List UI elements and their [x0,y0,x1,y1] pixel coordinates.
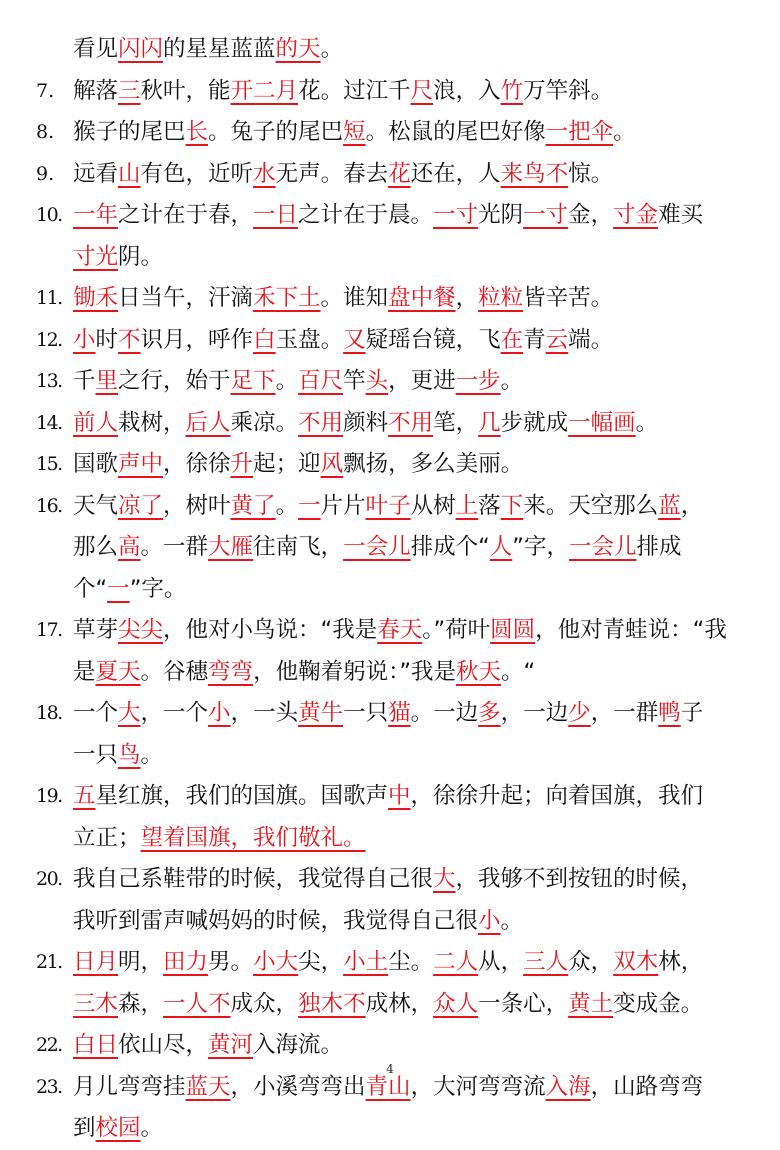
answer-highlight: 中 [388,783,411,809]
text-segment: 有色，近听 [140,160,254,187]
text-segment: 来。天空那么 [523,492,659,519]
item-number [36,984,73,1026]
line-text [73,859,752,901]
line-text [73,1025,752,1067]
line-text [73,652,752,694]
item-number [36,29,73,71]
answer-highlight: 山 [118,160,141,187]
text-segment: 尘。 [388,949,434,975]
text-line [36,776,752,818]
text-segment: ”字， [512,534,569,560]
answer-highlight: 弯弯 [208,658,254,685]
text-segment: 日当午，汗滴 [118,285,254,311]
text-line [36,652,752,694]
answer-highlight: 禾下土 [253,285,321,311]
answer-highlight: 花 [388,160,411,187]
answer-highlight: 人 [489,534,513,560]
text-segment: 。”荷叶 [422,617,491,643]
text-segment: 栽树， [118,409,186,436]
text-segment: 解落 [73,77,119,104]
text-segment: ，更进 [388,368,456,394]
item-number: 11. [36,287,62,309]
text-segment: 从， [478,949,524,975]
text-segment: 笔， [433,409,479,436]
item-number: 19. [36,785,62,807]
text-segment: 众， [568,949,614,975]
text-segment: 天气 [73,492,119,519]
answer-highlight: 竹 [500,77,524,104]
answer-highlight: 一会儿 [343,534,411,560]
text-line [36,610,752,652]
text-line [36,112,752,154]
item-number: 17. [36,619,62,641]
answer-highlight: 田力 [163,949,209,975]
text-segment: 青 [523,326,546,353]
answer-highlight: 一 [298,492,321,519]
text-segment: 猴子的尾巴 [73,119,186,145]
line-text [73,610,752,652]
answer-highlight: 粒粒 [478,285,524,311]
text-segment: 国歌 [73,451,119,477]
answer-highlight: 小土 [343,949,389,975]
answer-highlight: 尖尖 [118,617,164,643]
line-text [73,486,752,528]
answer-highlight: 下 [500,492,524,519]
text-segment: 从树 [410,492,456,519]
text-segment: 依山尽， [118,1032,209,1058]
text-segment: 竿 [343,368,366,394]
answer-highlight: 一把伞 [545,119,614,145]
text-segment: 。 [275,368,299,394]
text-segment: 。松鼠的尾巴好像 [365,119,546,145]
text-segment: 疑瑶台镜，飞 [365,326,501,353]
text-line [36,278,752,320]
answer-highlight: 不用 [298,409,344,436]
text-segment: 玉盘。 [275,326,344,353]
answer-highlight: 独木不 [298,990,366,1017]
answer-highlight: 大 [118,700,141,726]
text-line [36,859,752,901]
line-text [73,154,752,196]
item-number: 16. [36,494,62,517]
line-text [73,320,752,362]
answer-highlight: 青山 [365,1073,411,1100]
answer-highlight: 风 [320,451,344,477]
text-segment: 男。 [208,949,254,975]
item-number: 12. [36,328,62,351]
answer-highlight: 众人 [433,990,479,1017]
text-segment: 尖， [298,949,344,975]
item-number: 7. [36,79,55,102]
answer-highlight: 五 [73,783,96,809]
answer-highlight: 一人不 [163,990,231,1017]
text-segment: 我听到雷声喊妈妈的时候，我觉得自己很 [73,907,479,934]
answer-highlight: 声中 [118,451,164,477]
text-segment: 往南飞， [253,534,344,560]
item-number [36,1108,73,1150]
answer-highlight: 白日 [73,1032,119,1058]
line-text [73,901,752,943]
text-segment: 森， [118,990,164,1017]
item-number: 21. [36,951,62,973]
text-segment: ，他鞠着躬说：”我是 [253,658,456,685]
text-segment: 万竿斜。 [523,77,614,104]
text-line [36,486,752,528]
item-number: 23. [36,1075,62,1098]
answer-highlight: 大 [433,866,456,892]
answer-highlight: 尺 [410,77,434,104]
text-segment: 无声。春去 [275,160,389,187]
text-line [36,320,752,362]
answer-highlight: 圆圆 [490,617,536,643]
answer-highlight: 锄禾 [73,285,119,311]
text-segment: 一条心， [478,990,569,1017]
answer-highlight: 一日 [253,202,299,228]
item-number: 14. [36,411,62,434]
item-number [36,652,73,694]
text-segment: 月儿弯弯挂 [73,1073,186,1100]
answer-highlight: 上 [455,492,479,519]
text-segment: 入海流。 [253,1032,344,1058]
answer-highlight: 秋天 [455,658,501,685]
item-number [36,237,73,279]
text-segment: 。一群 [140,534,209,560]
text-segment: 立正； [73,824,141,851]
text-line [36,195,752,237]
answer-highlight: 寸光 [73,243,119,270]
text-line [36,154,752,196]
answer-highlight: 叶子 [365,492,411,519]
line-text [73,278,752,320]
answer-highlight: 后人 [185,409,231,436]
item-number: 15. [36,453,62,475]
answer-highlight: 几 [478,409,501,436]
answer-highlight: 校园 [95,1115,141,1141]
text-segment: 林， [658,949,704,975]
text-segment: 我自己系鞋带的时候，我觉得自己很 [73,866,434,892]
answer-highlight: 小 [208,700,231,726]
text-segment: 一只 [73,741,119,768]
text-segment: 秋叶，能 [140,77,231,104]
line-text [73,527,752,569]
answer-highlight: 蓝 [658,492,681,519]
text-segment: 阴。 [118,243,164,270]
page-number: 4 [386,1062,394,1076]
item-number [36,569,73,611]
text-line [36,237,752,279]
text-segment: 步就成 [500,409,569,436]
line-text [73,776,752,818]
answer-highlight: 高 [118,534,141,560]
text-segment: 乘凉。 [230,409,299,436]
text-segment: ，山路弯弯 [590,1073,704,1100]
answer-highlight: 黄河 [208,1032,254,1058]
text-segment: 个“ [73,575,108,602]
answer-highlight: 一寸 [523,202,569,228]
answer-highlight: 短 [343,119,366,145]
answer-highlight: 云 [545,326,569,353]
text-segment: 光阴 [478,202,524,228]
text-segment: ，他对小鸟说：“我是 [163,617,378,643]
item-number: 10. [36,204,62,226]
text-segment: 星红旗，我们的国旗。国歌声 [95,783,389,809]
answer-highlight: 在 [500,326,524,353]
text-segment: 一只 [343,700,389,726]
line-text [73,1108,752,1150]
answer-highlight: 多 [478,700,501,726]
answer-highlight: 里 [95,368,119,394]
text-segment: 。 [635,409,659,436]
text-line [36,403,752,445]
text-segment: 难买 [658,202,704,228]
text-segment: ，大河弯弯流 [410,1073,546,1100]
answer-highlight: 双木 [613,949,659,975]
answer-highlight: 三木 [73,990,119,1017]
text-segment: ，一边 [500,700,569,726]
text-segment: ， [455,285,479,311]
answer-highlight: 寸金 [613,202,659,228]
text-segment: ，树叶 [163,492,231,519]
text-segment: 的星星蓝蓝 [163,36,276,62]
text-segment: 落 [478,492,501,519]
answer-highlight: 蓝天 [185,1073,231,1100]
text-segment: 之计在于晨。 [298,202,434,228]
text-line [36,1025,752,1067]
item-number: 22. [36,1034,62,1056]
answer-highlight: 大雁 [208,534,254,560]
item-number: 13. [36,370,62,392]
text-segment: 花。过江千 [298,77,411,104]
text-segment: 。“ [501,658,536,685]
line-text [73,818,752,860]
text-segment: 惊。 [568,160,614,187]
answer-highlight: 一寸 [433,202,479,228]
text-segment: 到 [73,1115,96,1141]
text-segment: 还在，人 [410,160,501,187]
text-segment: 看见 [73,36,119,62]
text-segment: 识月，呼作 [140,326,254,353]
item-number: 20. [36,868,62,890]
line-text [73,29,752,71]
answer-highlight: 开二月 [230,77,299,104]
answer-highlight: 一年 [73,202,119,228]
text-segment: 草芽 [73,617,119,643]
text-segment: 。 [275,492,299,519]
text-segment: 浪，入 [433,77,501,104]
answer-highlight: 又 [343,326,366,353]
text-segment: ，他对青蛙说：“我 [535,617,727,643]
item-number [36,527,73,569]
item-number: 8. [36,121,55,143]
text-line [36,901,752,943]
text-segment: 。一边 [410,700,479,726]
item-number: 18. [36,702,62,724]
answer-highlight: 水 [253,160,276,187]
text-line [36,527,752,569]
text-segment: 变成金。 [613,990,704,1017]
text-segment: 皆辛苦。 [523,285,614,311]
answer-highlight: 百尺 [298,368,344,394]
text-segment: 。 [140,741,164,768]
answer-highlight: 三人 [523,949,569,975]
answer-highlight: 日月 [73,949,119,975]
item-number [36,735,73,777]
answer-highlight: 盘中餐 [388,285,456,311]
text-line [36,984,752,1026]
answer-highlight: 黄了 [230,492,276,519]
answer-highlight: 前人 [73,409,119,436]
text-segment: ，我够不到按钮的时候， [455,866,704,892]
answer-highlight: 小 [478,907,501,934]
text-segment: 。 [613,119,636,145]
text-segment: ，一头 [230,700,299,726]
text-segment: 起；迎 [253,451,321,477]
text-segment: 之计在于春， [118,202,254,228]
answer-highlight: 升 [230,451,254,477]
answer-highlight: 小大 [253,949,299,975]
answer-highlight: 一会儿 [568,534,637,560]
line-text [73,237,752,279]
text-line [36,735,752,777]
text-segment: 时 [95,326,119,353]
text-segment: 是 [73,658,96,685]
answer-highlight: 黄牛 [298,700,344,726]
text-segment: 。谁知 [320,285,389,311]
text-segment: 千 [73,368,96,394]
answer-highlight: 来鸟不 [500,160,569,187]
line-text [73,735,752,777]
text-segment: 。兔子的尾巴 [208,119,344,145]
answer-highlight: 足下 [230,368,276,394]
answer-highlight: 鸟 [118,741,141,768]
text-segment: 成林， [365,990,434,1017]
answer-highlight: 长 [185,119,209,145]
line-text [73,112,752,154]
text-segment: 金， [568,202,614,228]
text-segment: ， [680,492,704,519]
text-line [36,444,752,486]
answer-highlight: 一步 [455,368,501,394]
text-segment: 。 [140,1115,164,1141]
answer-highlight: 白 [253,326,276,353]
text-segment: 远看 [73,160,119,187]
text-segment: ，徐徐升起；向着国旗，我们 [410,783,704,809]
text-line [36,71,752,113]
answer-highlight: 小 [73,326,96,353]
answer-highlight: 头 [365,368,389,394]
answer-highlight: 夏天 [95,658,141,685]
text-segment: 子 [680,700,704,726]
text-segment: 那么 [73,534,119,560]
answer-highlight: 望着国旗，我们敬礼。 [140,824,366,851]
text-segment: 。 [320,36,344,62]
text-segment: 。谷穗 [140,658,209,685]
text-segment: 一个 [73,700,119,726]
text-segment: ，一群 [590,700,659,726]
item-number [36,818,73,860]
text-segment: 成众， [230,990,299,1017]
text-line [36,569,752,611]
line-text [73,984,752,1026]
answer-highlight: 鸭 [658,700,681,726]
line-text [73,444,752,486]
answer-highlight: 一 [107,575,130,602]
text-segment: 排成 [636,534,682,560]
answer-highlight: 黄土 [568,990,614,1017]
line-text [73,361,752,403]
line-text [73,71,752,113]
line-text [73,693,752,735]
text-line [36,942,752,984]
answer-highlight: 猫 [388,700,411,726]
text-line [36,361,752,403]
answer-highlight: 的天 [275,36,321,62]
text-segment: 颜料 [343,409,389,436]
line-text [73,195,752,237]
text-segment: ，小溪弯弯出 [230,1073,366,1100]
line-text [73,569,752,611]
text-segment: ，徐徐 [163,451,231,477]
answer-highlight: 二人 [433,949,479,975]
item-number: 9. [36,162,55,185]
answer-highlight: 不 [118,326,141,353]
answer-highlight: 少 [568,700,591,726]
text-line [36,29,752,71]
answer-highlight: 闪闪 [118,36,164,62]
line-text [73,942,752,984]
text-line [36,818,752,860]
answer-highlight: 三 [118,77,141,104]
answer-highlight: 不用 [388,409,434,436]
text-line [36,693,752,735]
text-line [36,1108,752,1150]
text-segment: 。 [500,368,524,394]
answer-highlight: 凉了 [118,492,164,519]
text-segment: 端。 [568,326,614,353]
text-segment: 片片 [320,492,366,519]
answer-highlight: 一幅画 [568,409,636,436]
text-segment: 之行，始于 [118,368,231,394]
answer-highlight: 入海 [545,1073,591,1100]
text-segment: 。 [500,907,524,934]
text-segment: ”字。 [129,575,187,602]
text-segment: 排成个“ [410,534,490,560]
text-segment: 飘扬，多么美丽。 [343,451,524,477]
text-segment: ，一个 [140,700,209,726]
answer-highlight: 春天 [377,617,423,643]
text-segment: 明， [118,949,164,975]
item-number [36,901,73,943]
document-body [36,29,752,1150]
line-text [73,403,752,445]
